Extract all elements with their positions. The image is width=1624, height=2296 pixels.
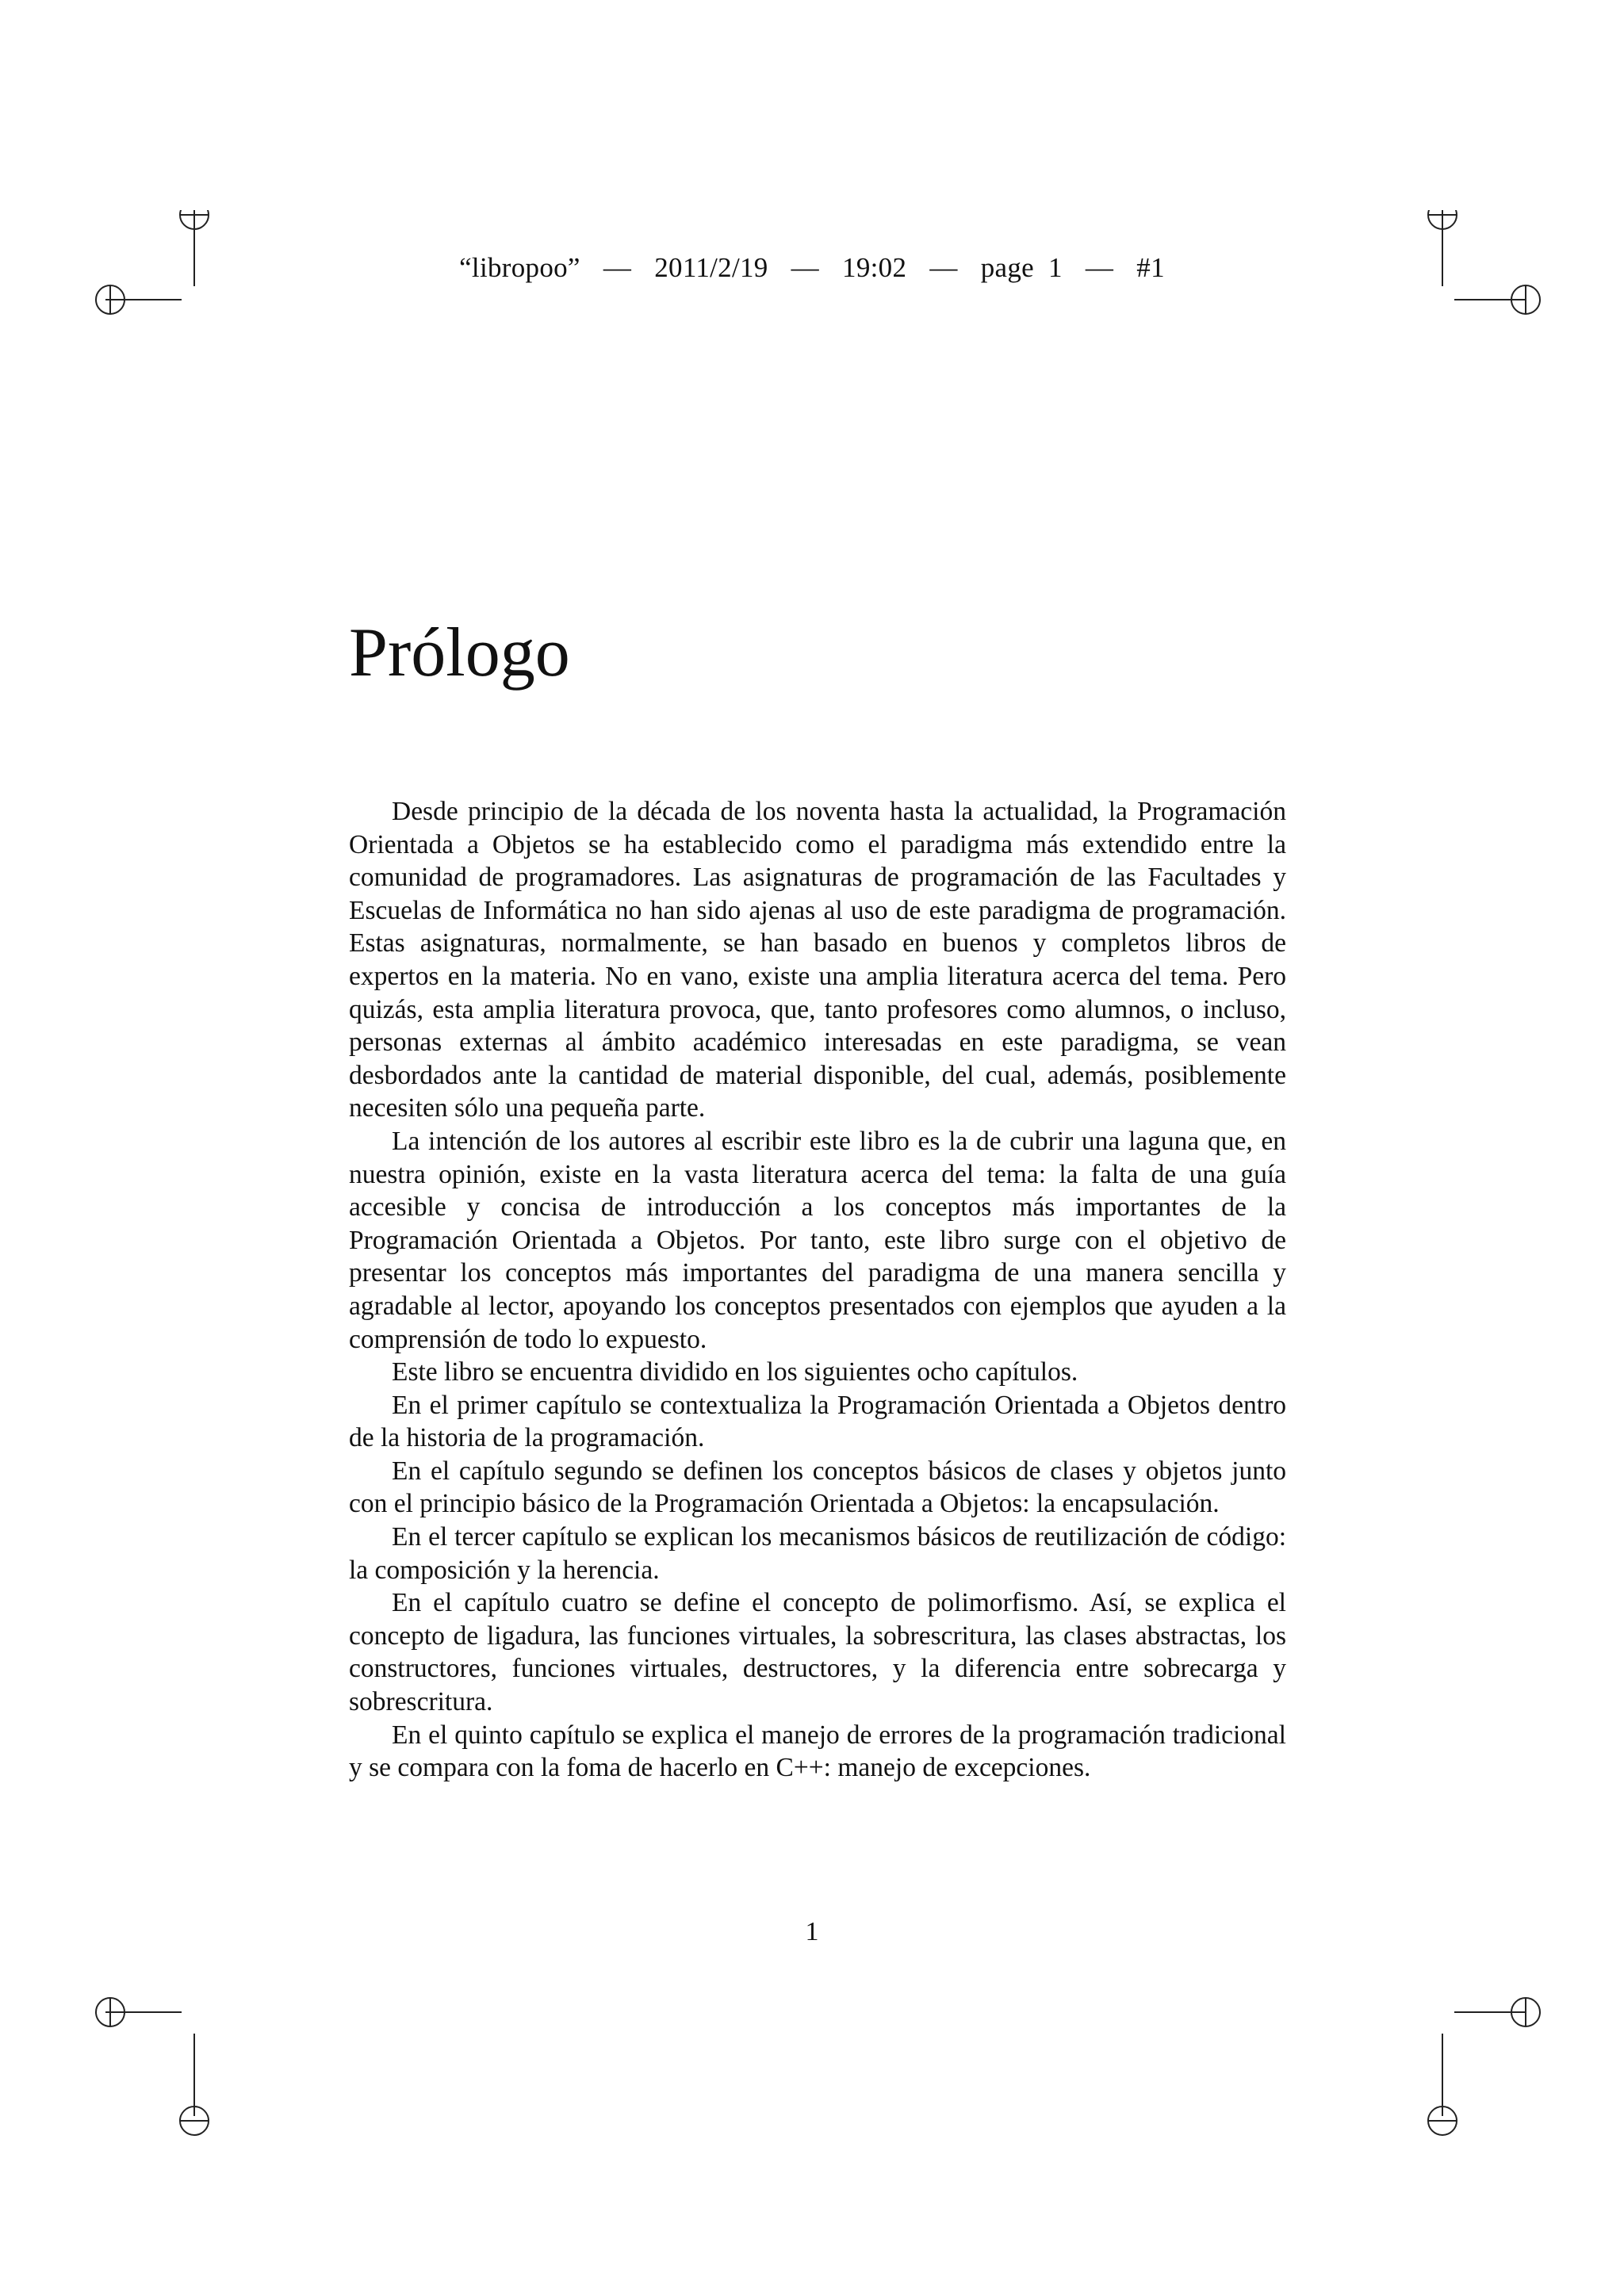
running-head-sep: — — [791, 252, 819, 283]
paragraph: Este libro se encuentra dividido en los siguientes ocho capítulos. — [392, 1357, 1078, 1387]
registration-mark-icon — [1387, 2034, 1498, 2145]
running-head-book: “libropoo” — [459, 252, 580, 283]
registration-mark-icon — [139, 2034, 250, 2145]
paragraph: Desde principio de la década de los noventa hasta la actualidad, la Programación Orientada a Objetos se ha establecido como el paradigma más extendido entre la comunidad de programadores. Las asignaturas de programación de las Facultades y Escuelas de Informática no han sido ajenas al uso de este paradigma de programación. Estas asignaturas, normalmente, se han basado en buenos y completos libros de expertos en la materia. No en vano, existe una amplia literatura acerca del tema. Pero quizás, esta amplia literatura provoca, que, tanto profesores como alumnos, o incluso, personas externas al ámbito académico interesadas en este paradigma, se vean desbordados ante la cantidad de material disponible, del cual, además, posiblemente necesiten sólo una pequeña parte. — [349, 797, 1286, 1123]
paragraph: En el quinto capítulo se explica el manejo de errores de la programación tradicional y se compara con la foma de hacerlo en C++: manejo de excepciones. — [349, 1720, 1286, 1783]
paragraph: En el capítulo cuatro se define el concepto de polimorfismo. Así, se explica el concepto de ligadura, las funciones virtuales, la sobrescritura, las clases abstractas, los constructores, funciones virtuales, destructores, y la diferencia entre sobrecarga y sobrescritura. — [349, 1588, 1286, 1717]
crop-mark-bottom-left — [139, 2034, 250, 2145]
paragraph: En el tercer capítulo se explican los mecanismos básicos de reutilización de código: la composición y la herencia. — [349, 1522, 1286, 1585]
running-head-time: 19:02 — [842, 252, 907, 283]
paragraph: En el primer capítulo se contextualiza la Programación Orientada a Objetos dentro de la historia de la programación. — [349, 1390, 1286, 1453]
running-head — [0, 252, 1624, 284]
body-text — [349, 795, 1286, 1785]
running-head-sep: — — [1085, 252, 1114, 283]
chapter-title: Prólogo — [349, 614, 570, 691]
crop-mark-bottom-right — [1387, 2034, 1498, 2145]
running-head-sep: — — [603, 252, 632, 283]
running-head-sep: — — [929, 252, 958, 283]
paragraph: En el capítulo segundo se definen los conceptos básicos de clases y objetos junto con el principio básico de la Programación Orientada a Objetos: la encapsulación. — [349, 1456, 1286, 1519]
running-head-page: page 1 — [980, 252, 1063, 283]
page-number: 1 — [805, 1917, 819, 1946]
running-head-sheet: #1 — [1136, 252, 1165, 283]
paragraph: La intención de los autores al escribir este libro es la de cubrir una laguna que, en nuestra opinión, existe en la vasta literatura acerca del tema: la falta de una guía accesible y concisa de introducción a los conceptos más importantes de la Programación Orientada a Objetos. Por tanto, este libro surge con el objetivo de presentar los conceptos más importantes del paradigma de una manera sencilla y agradable al lector, apoyando los conceptos presentados con ejemplos que ayuden a la comprensión de todo lo expuesto. — [349, 1126, 1286, 1354]
running-head-date: 2011/2/19 — [654, 252, 768, 283]
